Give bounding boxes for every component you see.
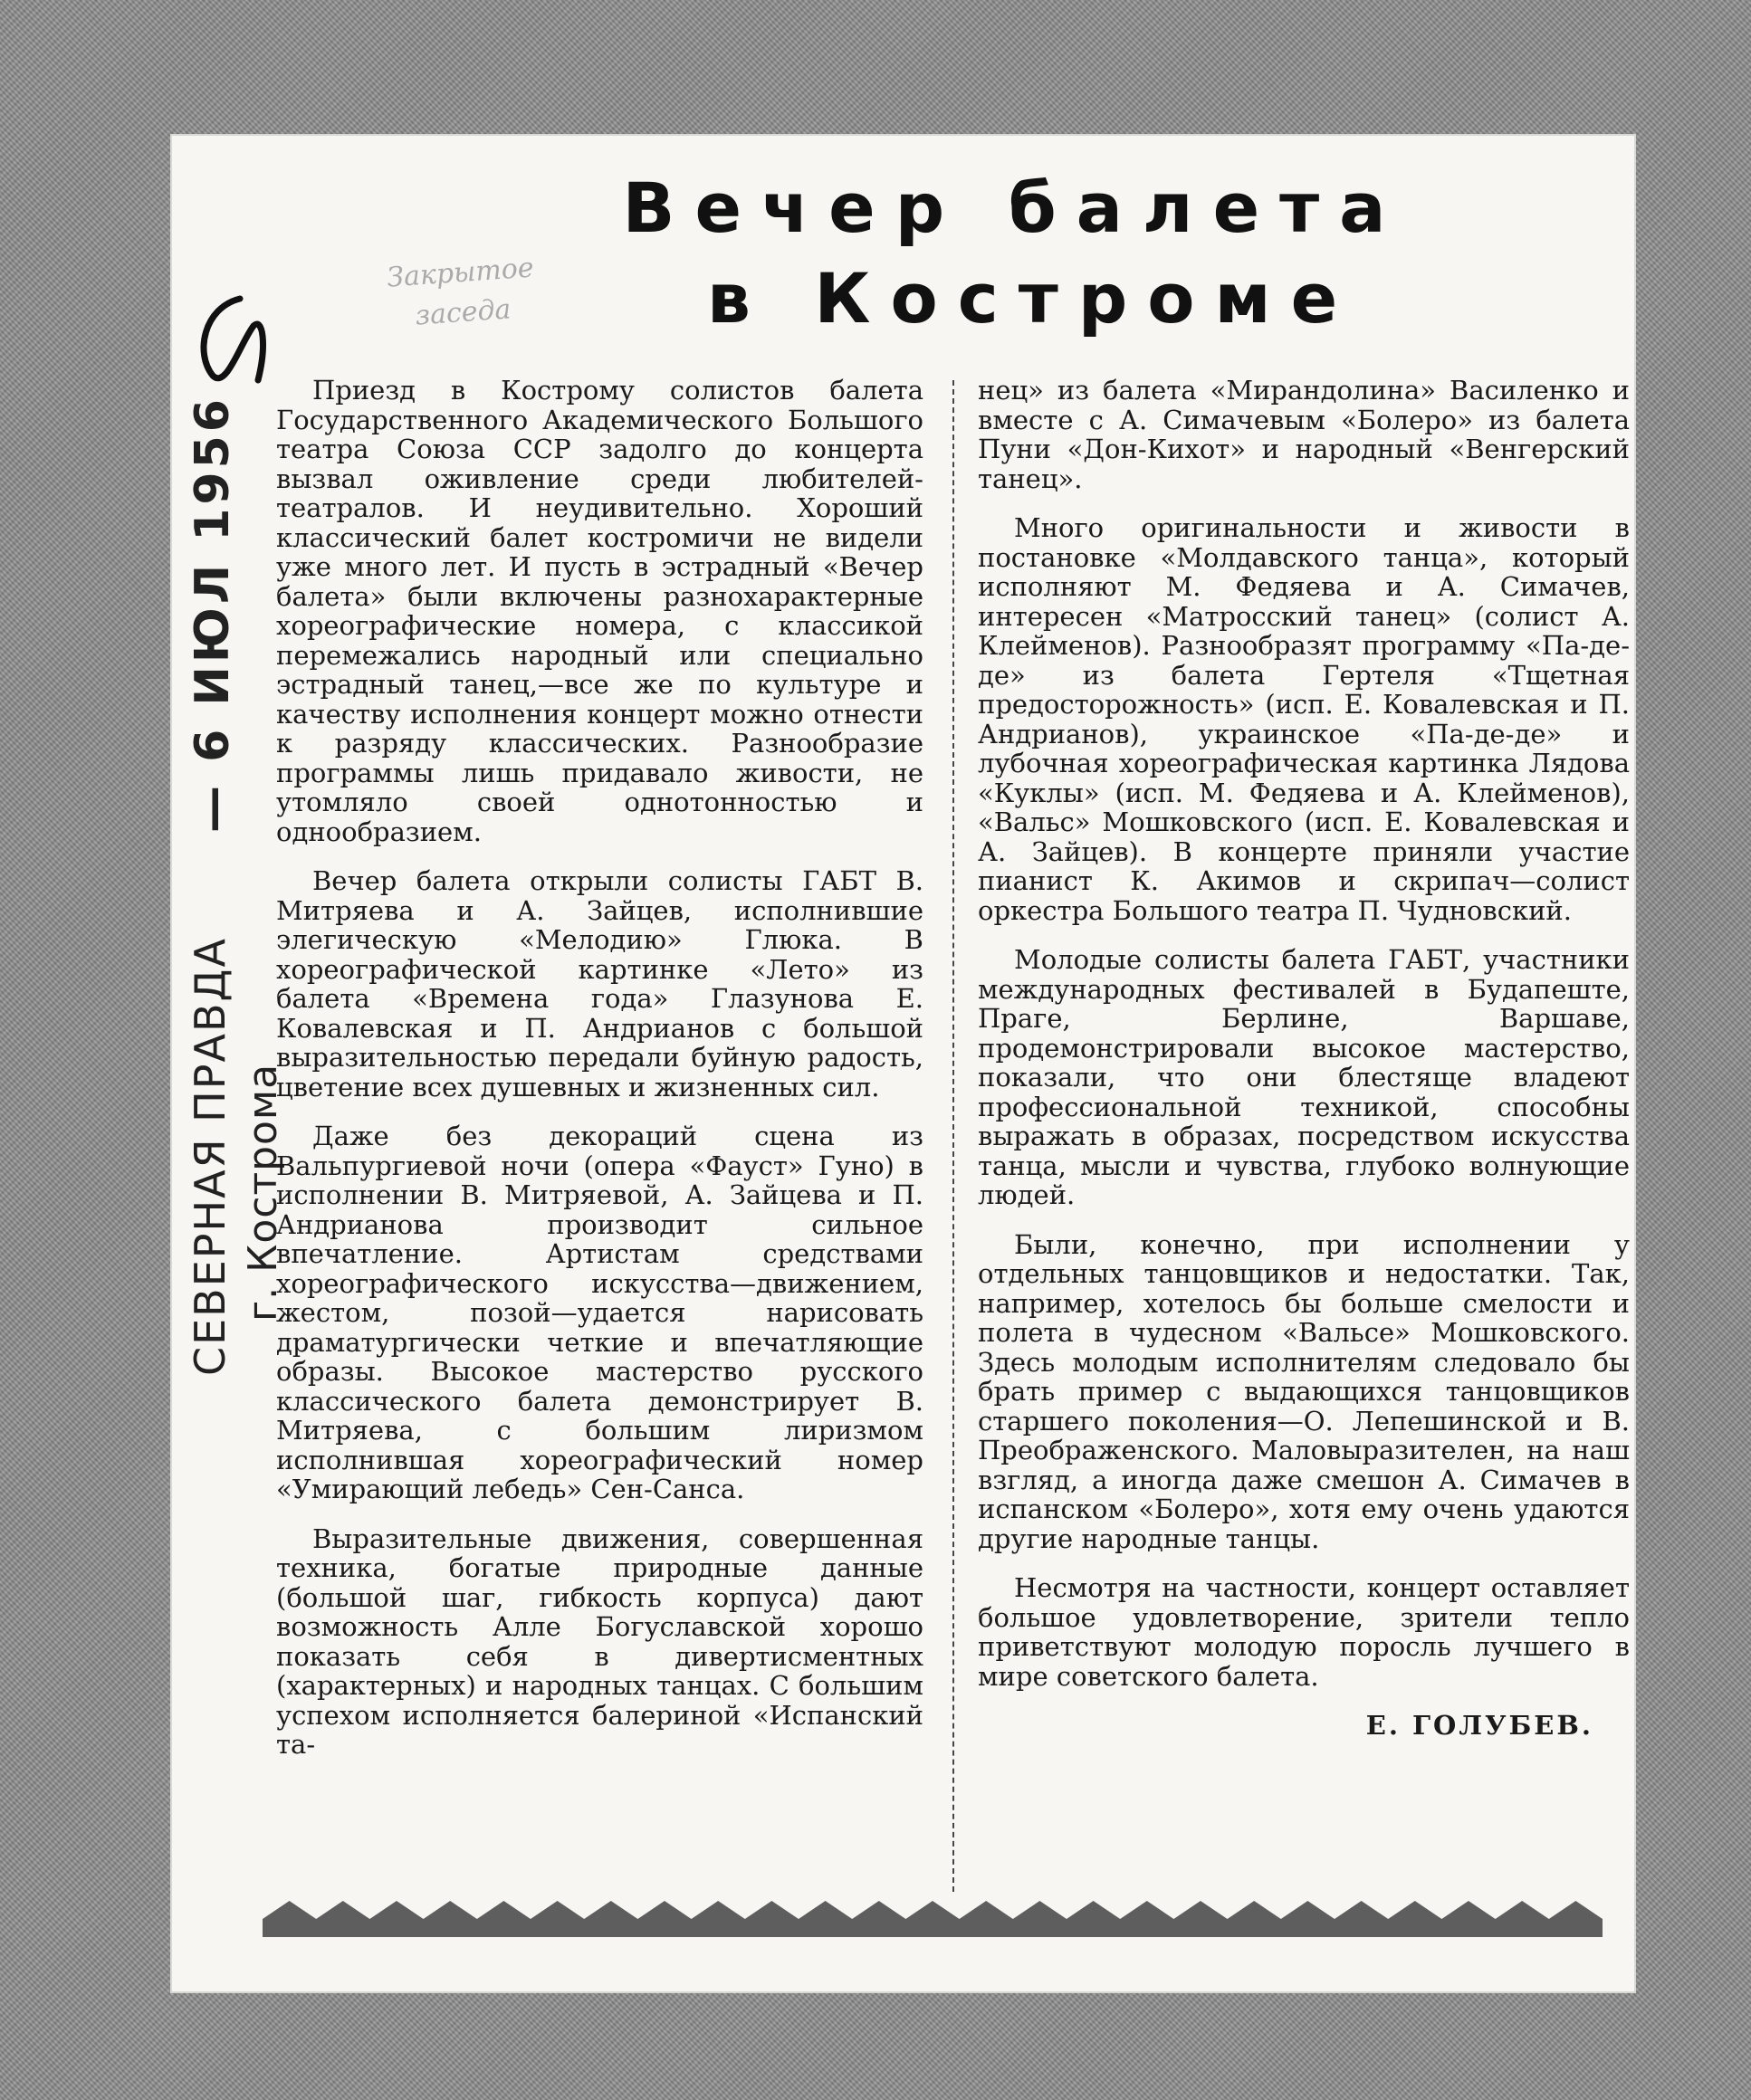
paragraph: Много оригинальности и живости в постановке «Молдавского танца», который исполняют М. Федяева и А. Симачев, интересен «Матросский танец» (солист А. Клейменов). Разнообразят программу «Па-де-де» из балета Гертеля «Тщетная предосторожность» (исп. Е. Ковалевская и П. Андрианов), украинское «Па-де-де» и лубочная хореографическая картинка Лядова «Куклы» (исп. М. Федяева и А. Клейменов), «Вальс» Мошковского (исп. Е. Ковалевская и А. Зайцев). В концерте приняли участие пианист К. Акимов и скрипач—солист оркестра Большого театра П. Чудновский. <box>978 512 1630 926</box>
paragraph: Выразительные движения, совершенная техника, богатые природные данные (большой шаг, гибкость корпуса) дают возможность Алле Богуславской хорошо показать себя в дивертисментных (характерных) и народных танцах. С большим успехом исполняется балериной «Испанский та- <box>276 1522 923 1760</box>
headline-line-1: Вечер балета <box>622 167 1406 248</box>
paragraph: нец» из балета «Мирандолина» Василенко и вместе с А. Симачевым «Болеро» из балета Пуни «Дон-Кихот» и народный «Венгерский танец». <box>978 375 1630 494</box>
article-headline <box>579 163 1449 344</box>
paragraph: Приезд в Кострому солистов балета Государственного Академического Большого театра Союза ССР задолго до концерта вызвал оживление среди любителей-театралов. И неудивительно. Хороший классический балет костромичи не видели уже много лет. И пусть в эстрадный «Вечер балета» были включены разнохарактерные хореографические номера, с классикой перемежались народный или специально эстрадный танец,—все же по культуре и качеству исполнения концерт можно отнести к разряду классических. Разнообразие программы лишь придавало живости, не утомляло своей однотонностью и однообразием. <box>276 375 923 847</box>
paragraph: Были, конечно, при исполнении у отдельных танцовщиков и недостатки. Так, например, хотелось бы больше смелости и полета в чудесном «Вальсе» Мошковского. Здесь молодым исполнителям следовало бы брать пример с выдающихся танцовщиков старшего поколения—О. Лепешинской и В. Преображенского. Маловыразителен, на наш взгляд, а иногда даже смешон А. Симачев в испанском «Болеро», хотя ему очень удаются другие народные танцы. <box>978 1228 1630 1554</box>
publication-date: — 6 ИЮЛ 1956 <box>186 396 240 833</box>
city-stamp: г. Кострома <box>240 1063 286 1322</box>
handwritten-mark <box>186 290 272 389</box>
article-column-right <box>978 376 1630 1741</box>
paragraph: Вечер балета открыли солисты ГАБТ В. Митряева и А. Зайцев, исполнившие элегическую «Мелодию» Глюка. В хореографической картинке «Лето» из балета «Времена года» Глазунова Е. Ковалевская и П. Андрианов с большой выразительностью передали буйную радость, цветение всех душевных и жизненных сил. <box>276 865 923 1102</box>
paragraph: Молодые солисты балета ГАБТ, участники международных фестивалей в Будапеште, Праге, Берлине, Варшаве, продемонстрировали высокое мастерство, показали, что они блестяще владеют профессиональной техникой, способны выражать в образах, посредством искусства танца, мысли и чувства, глубоко волнующие людей. <box>978 944 1630 1210</box>
column-divider <box>952 380 954 1892</box>
paragraph: Несмотря на частности, концерт оставляет большое удовлетворение, зрители тепло приветствуют молодую поросль лучшего в мире советского балета. <box>978 1572 1630 1692</box>
paragraph: Даже без декораций сцена из Вальпургиевой ночи (опера «Фауст» Гуно) в исполнении В. Митряевой, А. Зайцева и П. Андрианова производит сильное впечатление. Артистам средствами хореографического искусства—движением, жестом, позой—удается нарисовать драматургически четкие и впечатляющие образы. Высокое мастерство русского классического балета демонстрирует В. Митряева, с большим лиризмом исполнившая хореографический номер «Умирающий лебедь» Сен-Санса. <box>276 1121 923 1504</box>
author-signature: Е. ГОЛУБЕВ. <box>1365 1710 1593 1741</box>
newspaper-name: СЕВЕРНАЯ ПРАВДА <box>186 937 234 1376</box>
faint-stamp-line-1: Закрытое <box>386 252 535 294</box>
headline-line-2: в Костроме <box>706 258 1358 339</box>
faint-stamp-line-2: заседа <box>414 293 512 332</box>
article-column-left <box>276 376 923 1780</box>
